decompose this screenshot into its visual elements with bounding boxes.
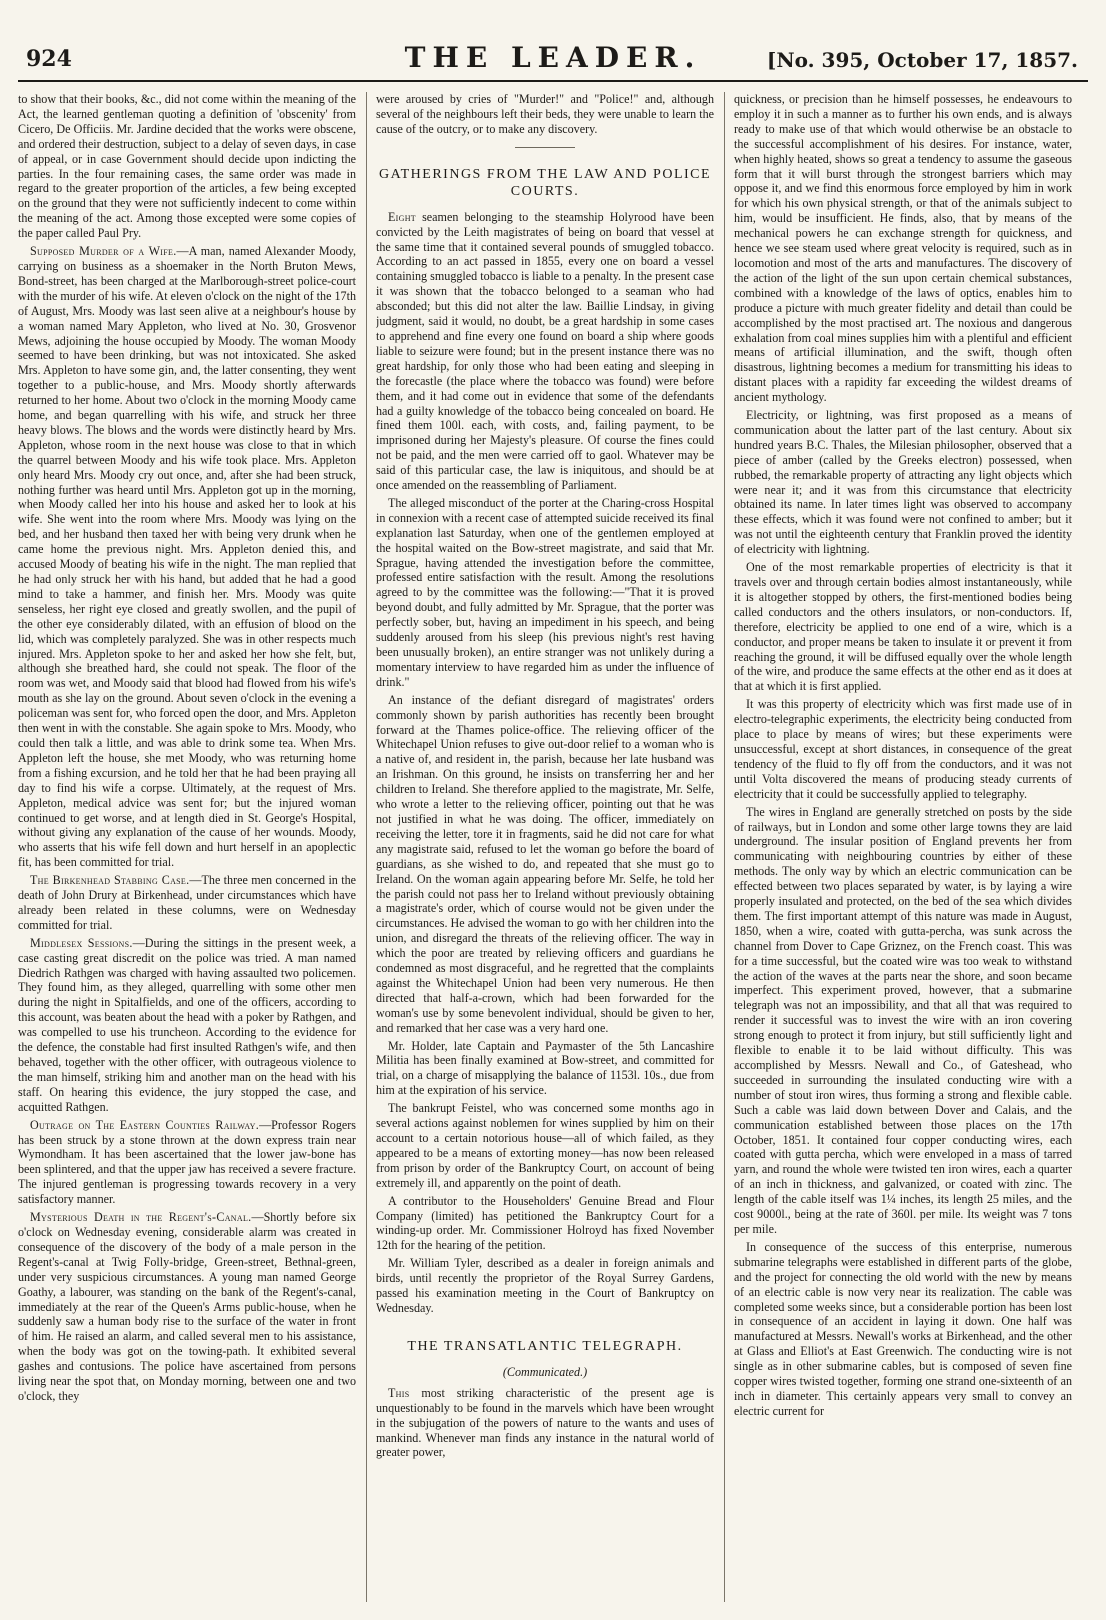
column-1 xyxy=(18,92,356,1602)
column-2 xyxy=(376,92,714,1602)
paragraph: Mr. Holder, late Captain and Paymaster of the 5th Lancashire Militia has been finally examined at Bow-street, and committed for trial, on a charge of misapplying the balance of 1153l. 10s., due from him at the expiration of his service. xyxy=(376,1038,714,1098)
article-body: —The three men concerned in the death of John Drury at Birkenhead, under circumstances which have already been related in these columns, were on Wednesday committed for trial. xyxy=(18,873,356,932)
paragraph-body: most striking characteristic of the present age is unquestionably to be found in the marvels which have been wrought in the subjugation of the powers of nature to the wants and uses of mankind. Whenever man finds any instance in the natural world of greater power, xyxy=(376,1385,714,1460)
paragraph: It was this property of electricity which was first made use of in electro-telegraphic experiments, the electricity being conducted from place to place by means of wires; but these experiments were unsuccessful, except at short distances, in consequence of the great tendency of the fluid to fly off from the conductors, and it was not until Volta discovered the means of producing steady currents of electricity that it could be successfully applied to telegraphy. xyxy=(734,697,1072,801)
article-murder xyxy=(18,244,356,870)
paragraph xyxy=(376,1386,714,1461)
paragraph: One of the most remarkable properties of electricity is that it travels over and through certain bodies almost instantaneously, while it is altogether stopped by others, the first-mentioned bodies being called conductors and the others insulators, or non-conductors. If, therefore, electricity be applied to one end of a wire, which is a conductor, and proper means be taken to insulate it or prevent it from reaching the ground, it will be diffused equally over the whole length of the wire, and produce the same effects at the other end as it does at that at which it is first applied. xyxy=(734,560,1072,694)
paragraph: Electricity, or lightning, was first proposed as a means of communication about the latter part of the last century. About six hundred years B.C. Thales, the Milesian philosopher, observed that a piece of amber (called by the Greeks electron) possessed, when rubbed, the remarkable property of attracting any light objects which were near it; and it was from this circumstance that electricity obtained its name. In later times light was observed to accompany these effects, which it was found were not confined to amber; but it was not until the eighteenth century that Franklin proved the identity of electricity with lightning. xyxy=(734,408,1072,557)
paragraph: The bankrupt Feistel, who was concerned some months ago in several actions against noblemen for wines supplied by him on their account to a certain notorious house—all of which failed, as they appeared to be a means of extorting money—has now been released from prison by order of the Bankruptcy Court, on account of being extremely ill, and apparently on the point of death. xyxy=(376,1101,714,1190)
paragraph: The alleged misconduct of the porter at the Charing-cross Hospital in connexion with a recent case of attempted suicide received its final explanation last Saturday, when one of the gentlemen employed at the hospital waited on the Bow-street magistrate, and said that Mr. Sprague, having attended the investigation before the committee, professed entire satisfaction with the result. Among the resolutions agreed to by the committee was the following:—"That it is proved beyond doubt, and fully admitted by Mr. Sprague, that the porter was perfectly sober, but, having an impediment in his speech, and being suddenly aroused from his sleep (his previous night's rest having been unusually broken), an entire stranger was not unlikely during a momentary interview to have regarded him as under the influence of drink." xyxy=(376,495,714,689)
article-mysterious-death xyxy=(18,1210,356,1404)
column-divider xyxy=(366,92,367,1602)
article-title: Outrage on The Eastern Counties Railway. xyxy=(30,1117,260,1132)
section-heading: THE TRANSATLANTIC TELEGRAPH. xyxy=(407,1338,683,1354)
lead-word: Eight xyxy=(388,209,416,224)
lead-word: This xyxy=(388,1385,410,1400)
paragraph: quickness, or precision than he himself possesses, he endeavours to employ it in such a manner as to further his own ends, and is always ready to make use of that which would otherwise be an obstacle to the successful accomplishment of his desires. For instance, water, when highly heated, shows so great a tendency to assume the gaseous form that it will burst through the strongest barriers which may oppose it, and we find this enormous force employed by him in work for which his own physical strength, or that of the animals subject to him, would be insufficient. He finds, also, that by means of the mechanical powers he can exchange strength for quickness, and hence we see steam used where great velocity is required, such as in locomotion and most of the arts and manufactures. The discovery of the action of the light of the sun upon certain chemical substances, combined with a knowledge of the laws of optics, enables him to produce a picture with much greater fidelity and detail than could be accomplished by the most practised art. The noxious and dangerous exhalation from coal mines supplies him with a plentiful and efficient means of artificial illumination, and the swift, though often disastrous, lightning becomes a medium for transmitting his ideas to distant places with a rapidity far exceeding the wildest dreams of ancient mythology. xyxy=(734,92,1072,405)
newspaper-title: THE LEADER. xyxy=(404,41,702,74)
byline: (Communicated.) xyxy=(502,1364,588,1379)
article-body: —Professor Rogers has been struck by a stone thrown at the down express train near Wymondham. It has been ascertained that the lower jaw-bone has been splintered, and that the upper jaw has received a severe fracture. The injured gentleman is progressing towards recovery in a very satisfactory manner. xyxy=(18,1117,356,1207)
article-title: Supposed Murder of a Wife. xyxy=(30,244,177,259)
article-title: Mysterious Death in the Regent's-Canal. xyxy=(30,1210,252,1225)
column-3 xyxy=(734,92,1072,1602)
masthead xyxy=(18,18,1088,82)
paragraph: were aroused by cries of "Murder!" and "Police!" and, although several of the neighbours left their beds, they were unable to learn the cause of the outcry, or to make any discovery. xyxy=(376,92,714,136)
paragraph-body: seamen belonging to the steamship Holyrood have been convicted by the Leith magistrates of being on board that vessel at the same time that it contained several pounds of smuggled tobacco. According to an act passed in 1855, every one on board a vessel containing smuggled tobacco is liable to a penalty. In the present case it was shown that the tobacco belonged to a seaman who had absconded; but this did not alter the law. Baillie Lindsay, in giving judgment, said it would, no doubt, be a great hardship in some cases to apprehend and fine every one found on board a ship where goods liable to seizure were found; but in the present instance there was no great hardship, for only those who had been eating and sleeping in the forecastle (the place where the tobacco was found) were before them, and it had come out in evidence that some of the defendants had a guilty knowledge of the tobacco being concealed on board. He fined them 100l. each, with costs, and, failing payment, to be imprisoned during her Majesty's pleasure. Of course the fines could not be paid, and the men were carried off to gaol. Whatever may be said of this particular case, the law is iniquitous, and should be at once amended on the reassembling of Parliament. xyxy=(376,209,714,493)
article-outrage xyxy=(18,1118,356,1207)
article-birkenhead xyxy=(18,873,356,933)
paragraph: A contributor to the Householders' Genuine Bread and Flour Company (limited) has petitioned the Bankruptcy Court for a winding-up order. Mr. Commissioner Holroyd has fixed November 12th for the hearing of the petition. xyxy=(376,1193,714,1253)
issue-date: [No. 395, October 17, 1857. xyxy=(766,48,1078,72)
paragraph: In consequence of the success of this enterprise, numerous submarine telegraphs were established in different parts of the globe, and the project for connecting the old world with the new by means of an electric cable is now very near its realization. The cable was completed some weeks since, but a considerable portion has been lost in consequence of an accident in laying it down. One half was manufactured at Messrs. Newall's works at Birkenhead, and the other at Glass and Elliot's at East Greenwich. The conducting wire is not single as in other submarine cables, but is composed of seven fine copper wires twisted together, forming one strand one-sixteenth of an inch in diameter. This certainly appears very small to convey an electric current for xyxy=(734,1239,1072,1418)
paragraph: An instance of the defiant disregard of magistrates' orders commonly shown by parish authorities has recently been brought forward at the Thames police-office. The relieving officer of the Whitechapel Union refuses to give out-door relief to a woman who is a native of, and resident in, the parish, because her late husband was an Irishman. On this ground, he insists on transferring her and her children to Ireland. She therefore applied to the magistrate, Mr. Selfe, who wrote a letter to the relieving officer, pointing out that he was not justified in what he was doing. The officer, immediately on receiving the letter, tore it in fragments, said he did not care for what any magistrate said, refused to let the woman go before the board of guardians, as she wished to do, and repeated that she must go to Ireland. On the woman again appearing before Mr. Selfe, he told her the parish could not pass her to Ireland without previously obtaining a magistrate's order, which of course would not be given under the circumstances. He advised the woman to go with her children into the union, and disregard the threats of the relieving officer. The way in which the poor are treated by relieving officers and guardians he condemned as most disgraceful, and he regretted that the complaints against the Whitechapel Union had been very numerous. He then directed that half-a-crown, which had been forwarded for the woman's use by some benevolent individual, should be given to her, and remarked that her case was a very hard one. xyxy=(376,692,714,1035)
paragraph: The wires in England are generally stretched on posts by the side of railways, but in London and some other large towns they are laid underground. The insular position of England prevents her from communicating with neighbouring countries by either of these methods. The only way by which an electric communication can be effected between two places separated by water, is by laying a wire properly insulated and protected, on the bed of the sea which divides them. The first important attempt of this nature was made in August, 1850, when a wire, coated with gutta-percha, was sunk across the channel from Dover to Cape Griznez, on the French coast. This was for a time successful, but the coated wire was too weak to withstand the action of the waves at the parts near the shore, and soon became imperfect. This experiment proved, however, that a submarine telegraph was not an impossibility, and that all that was required to render it successful was to invest the wire with an iron covering strong enough to protect it from injury, but still sufficiently light and flexible to enable it to be laid without difficulty. This was accomplished by Messrs. Newall and Co., of Gateshead, who succeeded in surrounding the insulated conducting wire with a number of stout iron wires, thus forming a strong and flexible cable. Such a cable was laid down between Dover and Calais, and the communication established between those places on the 17th October, 1851. It contained four copper conducting wires, each coated with gutta percha, which were enveloped in a mass of tarred yarn, and round the whole were twisted ten iron wires, each a quarter of an inch in thickness, and galvanized, or coated with zinc. The length of the cable itself was 1¼ inches, its length 25 miles, and the cost 9000l., being at the rate of 360l. per mile. Its weight was 7 tons per mile. xyxy=(734,804,1072,1236)
page-number: 924 xyxy=(26,46,72,72)
paragraph xyxy=(376,210,714,493)
column-divider xyxy=(724,92,725,1602)
article-body: —Shortly before six o'clock on Wednesday evening, considerable alarm was created in consequence of the discovery of the body of a male person in the Regent's-canal at Twig Folly-bridge, Green-street, Bethnal-green, under very suspicious circumstances. A young man named George Goathy, a labourer, was standing on the bank of the Regent's-canal, immediately at the rear of the Queen's Arms public-house, when he suddenly saw a human body rise to the surface of the water in front of him. He raised an alarm, and called several men to his assistance, when the body was got on the towing-path. It exhibited several gashes and contusions. The police have ascertained from persons living near the spot that, on Monday morning, between one and two o'clock, they xyxy=(18,1210,356,1403)
article-body: —A man, named Alexander Moody, carrying on business as a shoemaker in the North Bruton Mews, Bond-street, has been charged at the Marlborough-street police-court with the murder of his wife. At eleven o'clock on the night of the 17th of August, Mrs. Moody was last seen alive at a neighbour's house by a woman named Mary Appleton, who lived at No. 30, Grosvenor Mews, adjoining the house occupied by Moody. The woman Moody seemed to have been drinking, but was not intoxicated. She asked Mrs. Appleton to have some gin, and, the latter consenting, they went together to a public-house, and Mrs. Moody shortly afterwards returned to her home. About two o'clock in the morning Moody came home, and began quarrelling with his wife, and struck her three heavy blows. The blows and the words were distinctly heard by Mrs. Appleton, whose room in the next house was close to that in which the quarrel between Moody and his wife took place. Mrs. Appleton only heard Mrs. Moody cry out once, and, after she had been struck, nothing further was heard until Mrs. Appleton got up in the morning, when Moody called her into his house and asked her to look at his wife. She went into the room where Mrs. Moody was lying on the bed, and her husband then taxed her with being very drunk when he came home the previous night. Mrs. Appleton denied this, and accused Moody of beating his wife in the night. The man replied that he had only struck her with his hand, but added that he had a good mind to take a hammer, and finish her. Mrs. Moody was quite senseless, her right eye closed and greatly swollen, and the pupil of the other eye considerably dilated, with an effusion of blood on the lid, which was completely paralyzed. She was in other respects much injured. Mrs. Appleton spoke to her and asked her how she felt, but, although she breathed hard, she could not speak. The floor of the room was wet, and Moody said that blood had flowed from his wife's mouth as she lay on the ground. About seven o'clock in the evening a policeman was sent for, who forced open the door, and Mrs. Appleton then went in with the constable. She again spoke to Mrs. Moody, who could then talk a little, and was able to drink some tea. When Mrs. Appleton left the house, she met Moody, who was returning home from a fishing excursion, and he told her that he had been praying all day to find his wife a corpse. Ultimately, at the request of Mrs. Appleton, medical advice was sent for; but the injured woman continued to get worse, and at length died in St. George's Hospital, without giving any explanation of the cause of her wounds. Moody, who asserts that his wife fell down and hurt herself in an apoplectic fit, has been committed for trial. xyxy=(18,244,356,870)
article-middlesex xyxy=(18,936,356,1115)
section-heading: GATHERINGS FROM THE LAW AND POLICE COURTS. xyxy=(378,166,712,199)
article-title: Middlesex Sessions. xyxy=(30,935,133,950)
paragraph: Mr. William Tyler, described as a dealer in foreign animals and birds, until recently the proprietor of the Royal Surrey Gardens, passed his examination meeting in the Court of Bankruptcy on Wednesday. xyxy=(376,1256,714,1315)
paragraph: to show that their books, &c., did not come within the meaning of the Act, the learned gentleman quoting a definition of 'obscenity' from Cicero, De Officiis. Mr. Jardine decided that the works were obscene, and ordered their destruction, subject to a delay of seven days, in case of appeal, or in case Government should decide upon indicting the parties. In the four remaining cases, the same order was made in regard to the greater proportion of the articles, a few being excepted on the ground that they were not sufficiently indecent to come within the meaning of the act. Among those excepted were some copies of the paper called Paul Pry. xyxy=(18,92,356,241)
article-title: The Birkenhead Stabbing Case. xyxy=(30,873,190,888)
article-body: —During the sittings in the present week, a case casting great discredit on the police was tried. A man named Diedrich Rathgen was charged with having assaulted two policemen. They found him, as they alleged, quarrelling with some other men during the night in Spitalfields, and one of the officers, according to this account, was beaten about the head with a poker by Rathgen, and was compelled to use his truncheon. According to the evidence for the defence, the constable had first insulted Rathgen's wife, and then behaved, together with the other officer, with outrageous violence to the man himself, striking him and another man on the head with his staff. On hearing this evidence, the jury stopped the case, and acquitted Rathgen. xyxy=(18,935,356,1114)
section-rule xyxy=(515,147,575,148)
